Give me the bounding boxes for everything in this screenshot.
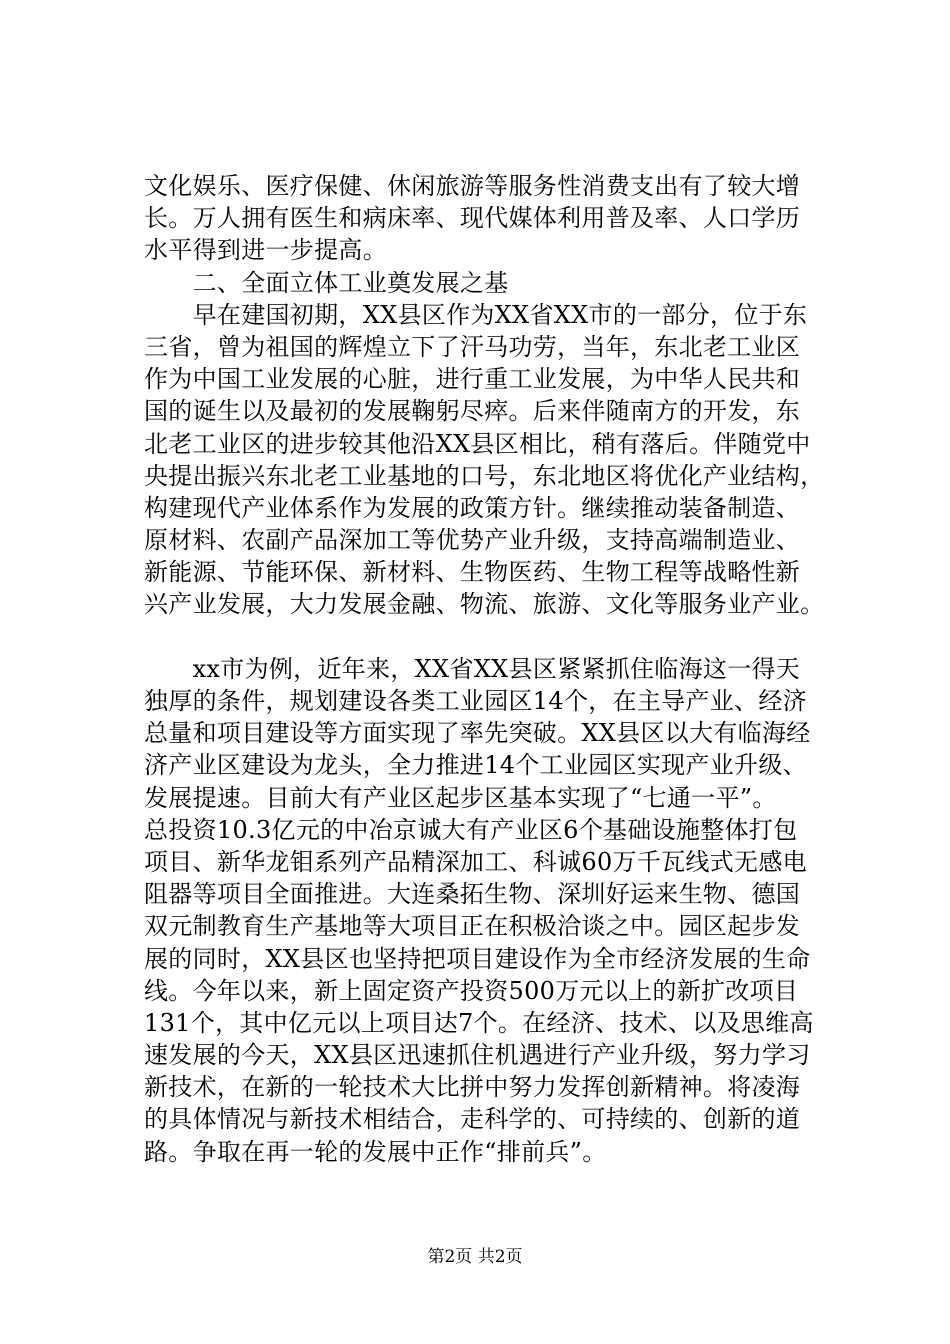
text-line: 三省，曾为祖国的辉煌立下了汗马功劳，当年，东北老工业区 (144, 332, 801, 361)
text-line: 的具体情况与新技术相结合，走科学的、可持续的、创新的道 (144, 1105, 801, 1134)
text-line: 阻器等项目全面推进。大连桑拓生物、深圳好运来生物、德国 (144, 880, 801, 909)
text-line: 水平得到进一步提高。 (144, 236, 387, 265)
text-line: 构建现代产业体系作为发展的政策方针。继续推动装备制造、 (144, 493, 801, 522)
text-line: 新能源、节能环保、新材料、生物医药、生物工程等战略性新 (144, 558, 801, 587)
text-line: 新技术，在新的一轮技术大比拼中努力发挥创新精神。将凌海 (144, 1073, 801, 1102)
text-line: 兴产业发展，大力发展金融、物流、旅游、文化等服务业产业。 (144, 590, 825, 619)
text-line: 国的诞生以及最初的发展鞠躬尽瘁。后来伴随南方的开发，东 (144, 397, 801, 426)
paragraph-consumption (144, 170, 844, 267)
section-heading: 二、全面立体工业奠发展之基 (144, 268, 509, 297)
paragraph-example (144, 653, 844, 1168)
text-line: 北老工业区的进步较其他沿XX县区相比，稍有落后。伴随党中 (144, 429, 811, 458)
text-line: 项目、新华龙钼系列产品精深加工、科诚60万千瓦线式无感电 (144, 847, 807, 876)
text-line: 原材料、农副产品深加工等优势产业升级，支持高端制造业、 (144, 526, 801, 555)
document-body (144, 170, 844, 1168)
text-line: 长。万人拥有医生和病床率、现代媒体利用普及率、人口学历 (144, 204, 801, 233)
text-line: 央提出振兴东北老工业基地的口号，东北地区将优化产业结构， (144, 461, 825, 490)
paragraph-history (144, 299, 844, 621)
text-line: 线。今年以来，新上固定资产投资500万元以上的新扩改项目 (144, 976, 799, 1005)
text-line: 总量和项目建设等方面实现了率先突破。XX县区以大有临海经 (144, 719, 811, 748)
paragraph-spacer (144, 621, 844, 653)
text-line: 作为中国工业发展的心脏，进行重工业发展，为中华人民共和 (144, 365, 801, 394)
text-line: 展的同时，XX县区也坚持把项目建设作为全市经济发展的生命 (144, 944, 811, 973)
text-line: 131个，其中亿元以上项目达7个。在经济、技术、以及思维高 (144, 1008, 814, 1037)
text-line: 路。争取在再一轮的发展中正作“排前兵”。 (144, 1137, 607, 1166)
text-line: 双元制教育生产基地等大项目正在积极洽谈之中。园区起步发 (144, 912, 801, 941)
text-line: 总投资10.3亿元的中冶京诚大有产业区6个基础设施整体打包 (144, 815, 798, 844)
text-line: xx市为例，近年来，XX省XX县区紧紧抓住临海这一得天 (144, 654, 801, 683)
page-footer (0, 1246, 950, 1268)
text-line: 早在建国初期，XX县区作为XX省XX市的一部分，位于东 (144, 300, 808, 329)
text-line: 发展提速。目前大有产业区起步区基本实现了“七通一平”。 (144, 783, 777, 812)
text-line: 独厚的条件，规划建设各类工业园区14个，在主导产业、经济 (144, 687, 807, 715)
page-number: 第2页 共2页 (427, 1247, 523, 1267)
text-line: 文化娱乐、医疗保健、休闲旅游等服务性消费支出有了较大增 (144, 172, 801, 200)
text-line: 济产业区建设为龙头，全力推进14个工业园区实现产业升级、 (144, 751, 807, 780)
text-line: 速发展的今天，XX县区迅速抓住机遇进行产业升级，努力学习 (144, 1041, 811, 1070)
